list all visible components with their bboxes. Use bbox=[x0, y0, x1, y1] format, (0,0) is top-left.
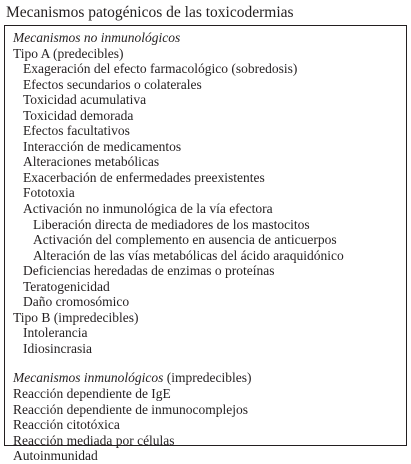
immunologic-item: Reacción dependiente de IgE bbox=[13, 386, 171, 402]
effector-subitem: Liberación directa de mediadores de los mastocitos bbox=[33, 216, 310, 232]
type-b-item: Idiosincrasia bbox=[23, 340, 92, 356]
type-a-item: Fototoxia bbox=[23, 185, 75, 201]
type-b-label: Tipo B (impredecibles) bbox=[13, 309, 139, 325]
type-a-label: Tipo A (predecibles) bbox=[13, 45, 124, 61]
type-a-item: Toxicidad demorada bbox=[23, 107, 134, 123]
immunologic-item: Reacción mediada por células bbox=[13, 432, 175, 448]
type-a-item: Teratogenicidad bbox=[23, 278, 110, 294]
effector-subitem: Alteración de las vías metabólicas del ácido araquidónico bbox=[33, 247, 344, 263]
non-immunologic-heading: Mecanismos no inmunológicos bbox=[13, 30, 181, 45]
type-a-item: Deficiencias heredadas de enzimas o proteínas bbox=[23, 263, 275, 279]
type-a-item: Daño cromosómico bbox=[23, 294, 130, 310]
type-a-item: Exageración del efecto farmacológico (sobredosis) bbox=[23, 61, 298, 77]
type-a-item: Alteraciones metabólicas bbox=[23, 154, 160, 170]
immunologic-heading-suffix: (impredecibles) bbox=[163, 370, 252, 386]
page-title: Mecanismos patogénicos de las toxicodermias bbox=[6, 4, 294, 21]
type-a-item: Toxicidad acumulativa bbox=[23, 92, 147, 108]
mechanisms-table bbox=[4, 25, 407, 464]
section-spacer bbox=[13, 356, 406, 370]
type-a-item: Efectos facultativos bbox=[23, 123, 130, 139]
immunologic-heading bbox=[13, 370, 406, 386]
type-a-item: Exacerbación de enfermedades preexistentes bbox=[23, 169, 265, 185]
type-b-item: Intolerancia bbox=[23, 325, 88, 341]
type-a-item: Activación no inmunológica de la vía efectora bbox=[23, 201, 273, 217]
immunologic-item: Reacción dependiente de inmunocomplejos bbox=[13, 401, 249, 417]
type-a-item: Interacción de medicamentos bbox=[23, 138, 182, 154]
type-a-item: Efectos secundarios o colaterales bbox=[23, 76, 202, 92]
effector-subitem: Activación del complemento en ausencia de anticuerpos bbox=[33, 232, 337, 248]
immunologic-item: Autoinmunidad bbox=[13, 448, 98, 464]
immunologic-heading-italic: Mecanismos inmunológicos bbox=[13, 370, 164, 386]
immunologic-item: Reacción citotóxica bbox=[13, 417, 120, 433]
